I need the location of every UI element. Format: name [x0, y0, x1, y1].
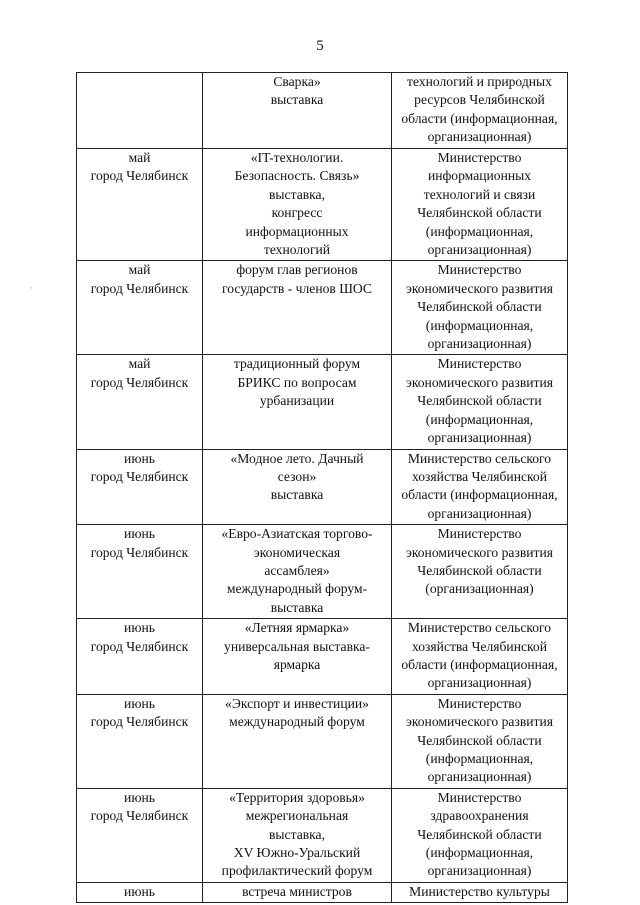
date-cell-line: город Челябинск [90, 808, 189, 824]
date-cell [77, 882, 203, 902]
organizer-cell-line: экономического развития [406, 374, 553, 390]
organizer-cell-line: Челябинской области [417, 393, 542, 409]
organizer-cell-line: экономического развития [406, 714, 553, 730]
event-cell-line: «Модное лето. Дачный [230, 450, 364, 466]
date-cell-line: июнь [124, 789, 155, 805]
organizer-cell-line: области (информационная, [401, 110, 558, 126]
event-cell-line: ассамблея» [264, 562, 330, 578]
date-cell [77, 355, 203, 449]
date-cell-line: май [128, 356, 151, 372]
organizer-cell-line: (информационная, [425, 223, 534, 239]
table-row [77, 788, 568, 882]
event-cell-line: выставка [270, 487, 324, 503]
date-cell [77, 694, 203, 788]
event-cell-line: технологий [263, 242, 331, 258]
organizer-cell-line: Министерство [437, 356, 522, 372]
event-cell-line: профилактический форум [221, 863, 373, 879]
date-cell [77, 525, 203, 619]
date-cell-line: город Челябинск [90, 714, 189, 730]
organizer-cell-line: Министерство [437, 695, 522, 711]
organizer-cell-line: Челябинской области [417, 826, 542, 842]
event-cell-line: выставка, [269, 186, 325, 202]
organizer-cell-line: организационная) [427, 430, 532, 446]
event-cell-line: урбанизации [259, 393, 335, 409]
event-cell-line: традиционный форум [233, 356, 361, 372]
organizer-cell-line: организационная) [427, 242, 532, 258]
organizer-cell [392, 355, 568, 449]
event-cell [203, 73, 392, 149]
event-cell-line: ярмарка [273, 656, 321, 672]
event-cell [203, 694, 392, 788]
organizer-cell-line: хозяйства Челябинской [411, 638, 547, 654]
event-cell-line: международный форум- [226, 581, 368, 597]
organizer-cell-line: экономического развития [406, 544, 553, 560]
organizer-cell-line: организационная) [427, 863, 532, 879]
event-cell-line: выставка, [269, 826, 325, 842]
organizer-cell-line: Министерство культуры [409, 883, 550, 899]
event-cell-line: информационных [245, 223, 349, 239]
event-cell-line: межрегиональная [245, 808, 349, 824]
table-row [77, 694, 568, 788]
date-cell-line: май [128, 262, 151, 278]
event-cell-line: экономическая [253, 544, 341, 560]
events-table [76, 72, 568, 903]
date-cell-line: май [128, 150, 151, 165]
organizer-cell-line: Министерство [437, 150, 522, 165]
organizer-cell [392, 619, 568, 695]
event-cell-line: государств - членов ШОС [222, 280, 372, 296]
organizer-cell-line: организационная) [427, 675, 532, 691]
table-row [77, 882, 568, 902]
organizer-cell [392, 525, 568, 619]
organizer-cell-line: здравоохранения [430, 808, 529, 824]
events-table-body [77, 73, 568, 903]
event-cell-line: международный форум [229, 714, 365, 730]
table-row [77, 449, 568, 525]
page-number: 5 [316, 38, 324, 54]
date-cell [77, 149, 203, 261]
event-cell [203, 882, 392, 902]
event-cell-line: «IT-технологии. [250, 150, 344, 165]
event-cell-line: Безопасность. Связь» [234, 168, 360, 184]
table-row [77, 149, 568, 261]
organizer-cell [392, 149, 568, 261]
event-cell-line: «Территория здоровья» [229, 789, 365, 805]
event-cell-line: встреча министров [242, 883, 352, 899]
organizer-cell-line: Министерство [437, 789, 522, 805]
date-cell [77, 788, 203, 882]
organizer-cell [392, 882, 568, 902]
organizer-cell-line: Челябинской области [417, 299, 542, 315]
table-row [77, 619, 568, 695]
organizer-cell-line: организационная) [427, 505, 532, 521]
organizer-cell-line: (информационная, [425, 411, 534, 427]
organizer-cell-line: организационная) [427, 129, 532, 145]
event-cell-line: сезон» [277, 468, 317, 484]
organizer-cell [392, 73, 568, 149]
event-cell [203, 149, 392, 261]
event-cell [203, 619, 392, 695]
date-cell-line: город Челябинск [90, 280, 189, 296]
organizer-cell-line: области (информационная, [401, 487, 558, 503]
organizer-cell-line: ресурсов Челябинской [414, 92, 545, 108]
date-cell [77, 619, 203, 695]
date-cell-line: июнь [124, 883, 155, 899]
organizer-cell-line: Челябинской области [417, 205, 542, 221]
event-cell-line: выставка [270, 599, 324, 615]
event-cell [203, 355, 392, 449]
date-cell [77, 449, 203, 525]
date-cell-line: июнь [124, 526, 155, 542]
organizer-cell [392, 261, 568, 355]
event-cell-line: XV Южно-Уральский [233, 845, 361, 861]
margin-mark: · [30, 283, 33, 293]
organizer-cell-line: организационная) [427, 336, 532, 352]
organizer-cell-line: Министерство сельского [407, 450, 552, 466]
event-cell [203, 449, 392, 525]
organizer-cell [392, 449, 568, 525]
event-cell [203, 525, 392, 619]
event-cell-line: Сварка» [273, 74, 321, 89]
date-cell-line: июнь [124, 450, 155, 466]
date-cell-line: город Челябинск [90, 168, 189, 184]
event-cell [203, 261, 392, 355]
organizer-cell-line: Челябинской области [417, 732, 542, 748]
table-row [77, 73, 568, 149]
organizer-cell-line: экономического развития [406, 280, 553, 296]
organizer-cell-line: технологий и связи [423, 186, 536, 202]
table-row [77, 525, 568, 619]
organizer-cell-line: (информационная, [425, 751, 534, 766]
organizer-cell-line: Министерство сельского [407, 620, 552, 636]
date-cell-line: город Челябинск [90, 468, 189, 484]
event-cell [203, 788, 392, 882]
date-cell-line: июнь [124, 695, 155, 711]
event-cell-line: «Евро-Азиатская торгово- [221, 526, 373, 542]
organizer-cell-line: (организационная) [425, 581, 534, 597]
organizer-cell-line: Челябинской области [417, 562, 542, 578]
date-cell [77, 261, 203, 355]
event-cell-line: конгресс [271, 205, 323, 221]
organizer-cell [392, 694, 568, 788]
event-cell-line: «Экспорт и инвестиции» [225, 695, 369, 711]
date-cell-line: город Челябинск [90, 374, 189, 390]
table-row [77, 355, 568, 449]
organizer-cell-line: хозяйства Челябинской [411, 468, 547, 484]
event-cell-line: БРИКС по вопросам [237, 374, 357, 390]
organizer-cell-line: организационная) [427, 769, 532, 785]
event-cell-line: «Летняя ярмарка» [244, 620, 350, 636]
event-cell-line: универсальная выставка- [224, 638, 370, 654]
organizer-cell-line: области (информационная, [401, 656, 558, 672]
date-cell [77, 73, 203, 149]
date-cell-line: город Челябинск [90, 638, 189, 654]
event-cell-line: выставка [270, 92, 324, 108]
date-cell-line: город Челябинск [90, 544, 189, 560]
date-cell-line: июнь [124, 620, 155, 636]
event-cell-line: форум глав регионов [236, 262, 358, 278]
organizer-cell-line: информационных [427, 168, 532, 184]
organizer-cell-line: (информационная, [425, 317, 534, 333]
organizer-cell-line: технологий и природных [407, 74, 552, 89]
organizer-cell [392, 788, 568, 882]
table-row [77, 261, 568, 355]
organizer-cell-line: Министерство [437, 262, 522, 278]
organizer-cell-line: (информационная, [425, 845, 534, 861]
organizer-cell-line: Министерство [437, 526, 522, 542]
